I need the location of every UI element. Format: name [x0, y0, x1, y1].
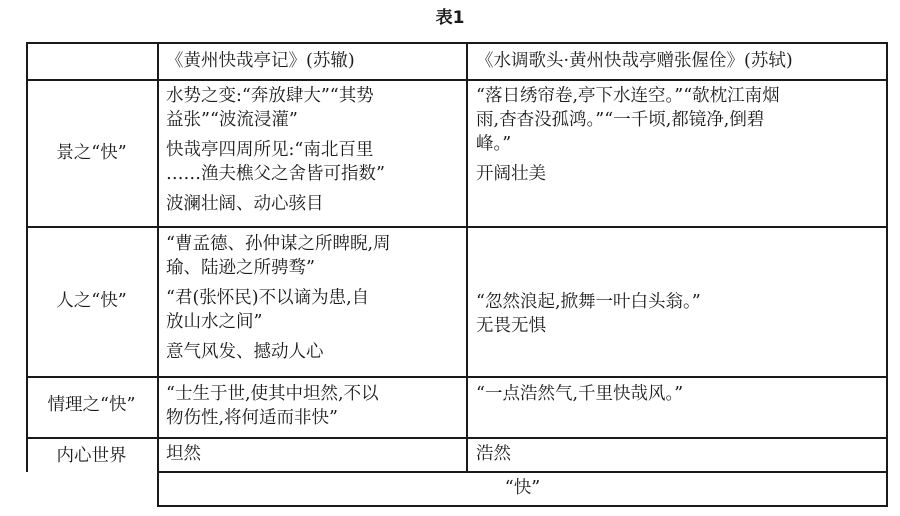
text-line: “君(张怀民)不以谪为患,自 [166, 288, 370, 308]
text-line: “士生于世,使其中坦然,不以 [166, 384, 379, 404]
text-line: 坦然 [166, 444, 201, 464]
text-line: “曹孟德、孙仲谋之所睥睨,周 [166, 234, 391, 254]
text-line: ……渔夫樵父之舍皆可指数” [166, 164, 385, 184]
text-line: 益张”“波流浸灌” [166, 110, 298, 130]
row-inner-world-col2 [476, 442, 511, 466]
footer-rule [157, 471, 888, 473]
row-rule-2 [26, 376, 888, 378]
text-line: 波澜壮阔、动心骇目 [166, 194, 324, 214]
row-inner-world-col1 [166, 442, 201, 466]
table-title: 表1 [435, 8, 465, 28]
table-border-right [886, 42, 888, 507]
header-col1: 《黄州快哉亭记》(苏辙) [166, 51, 355, 71]
row-people-col2 [476, 290, 701, 338]
row-label-scenery: 景之“快” [56, 143, 127, 163]
label-column-rule [157, 42, 159, 507]
text-line: “忽然浪起,掀舞一叶白头翁。” [476, 292, 701, 312]
text-line: 物伤性,将何适而非快” [166, 408, 339, 428]
text-line: 快哉亭四周所见:“南北百里 [166, 140, 374, 160]
text-line: “一点浩然气,千里快哉风。” [476, 384, 684, 404]
header-rule [26, 79, 888, 81]
row-reason-col1 [166, 382, 379, 430]
text-line: 无畏无惧 [476, 316, 546, 336]
table-border-bottom [157, 505, 888, 507]
row-scenery-col1 [166, 84, 385, 216]
row-label-reason: 情理之“快” [47, 395, 136, 415]
middle-column-rule [466, 42, 468, 472]
text-line: 雨,杳杳没孤鸿。”“一千顷,都镜净,倒碧 [476, 110, 765, 130]
text-line: 放山水之间” [166, 312, 263, 332]
header-col2: 《水调歌头·黄州快哉亭赠张偓佺》(苏轼) [476, 51, 793, 71]
text-line: “落日绣帘卷,亭下水连空。”“欹枕江南烟 [476, 86, 780, 106]
text-line: 峰。” [476, 134, 512, 154]
text-line: 瑜、陆逊之所骋骛” [166, 258, 315, 278]
row-reason-col2 [476, 382, 683, 406]
row-label-people: 人之“快” [56, 291, 127, 311]
footer-kuai: “快” [504, 478, 541, 498]
row-scenery-col2 [476, 84, 780, 186]
row-rule-1 [26, 226, 888, 228]
text-line: 水势之变:“奔放肆大”“其势 [166, 86, 374, 106]
text-line: 开阔壮美 [476, 164, 546, 184]
row-people-col1 [166, 232, 391, 364]
row-label-inner-world: 内心世界 [56, 446, 127, 466]
comparison-table [26, 42, 888, 507]
table-border-top [26, 42, 888, 44]
text-line: 浩然 [476, 444, 511, 464]
row-rule-3 [26, 437, 888, 439]
text-line: 意气风发、撼动人心 [166, 342, 324, 362]
